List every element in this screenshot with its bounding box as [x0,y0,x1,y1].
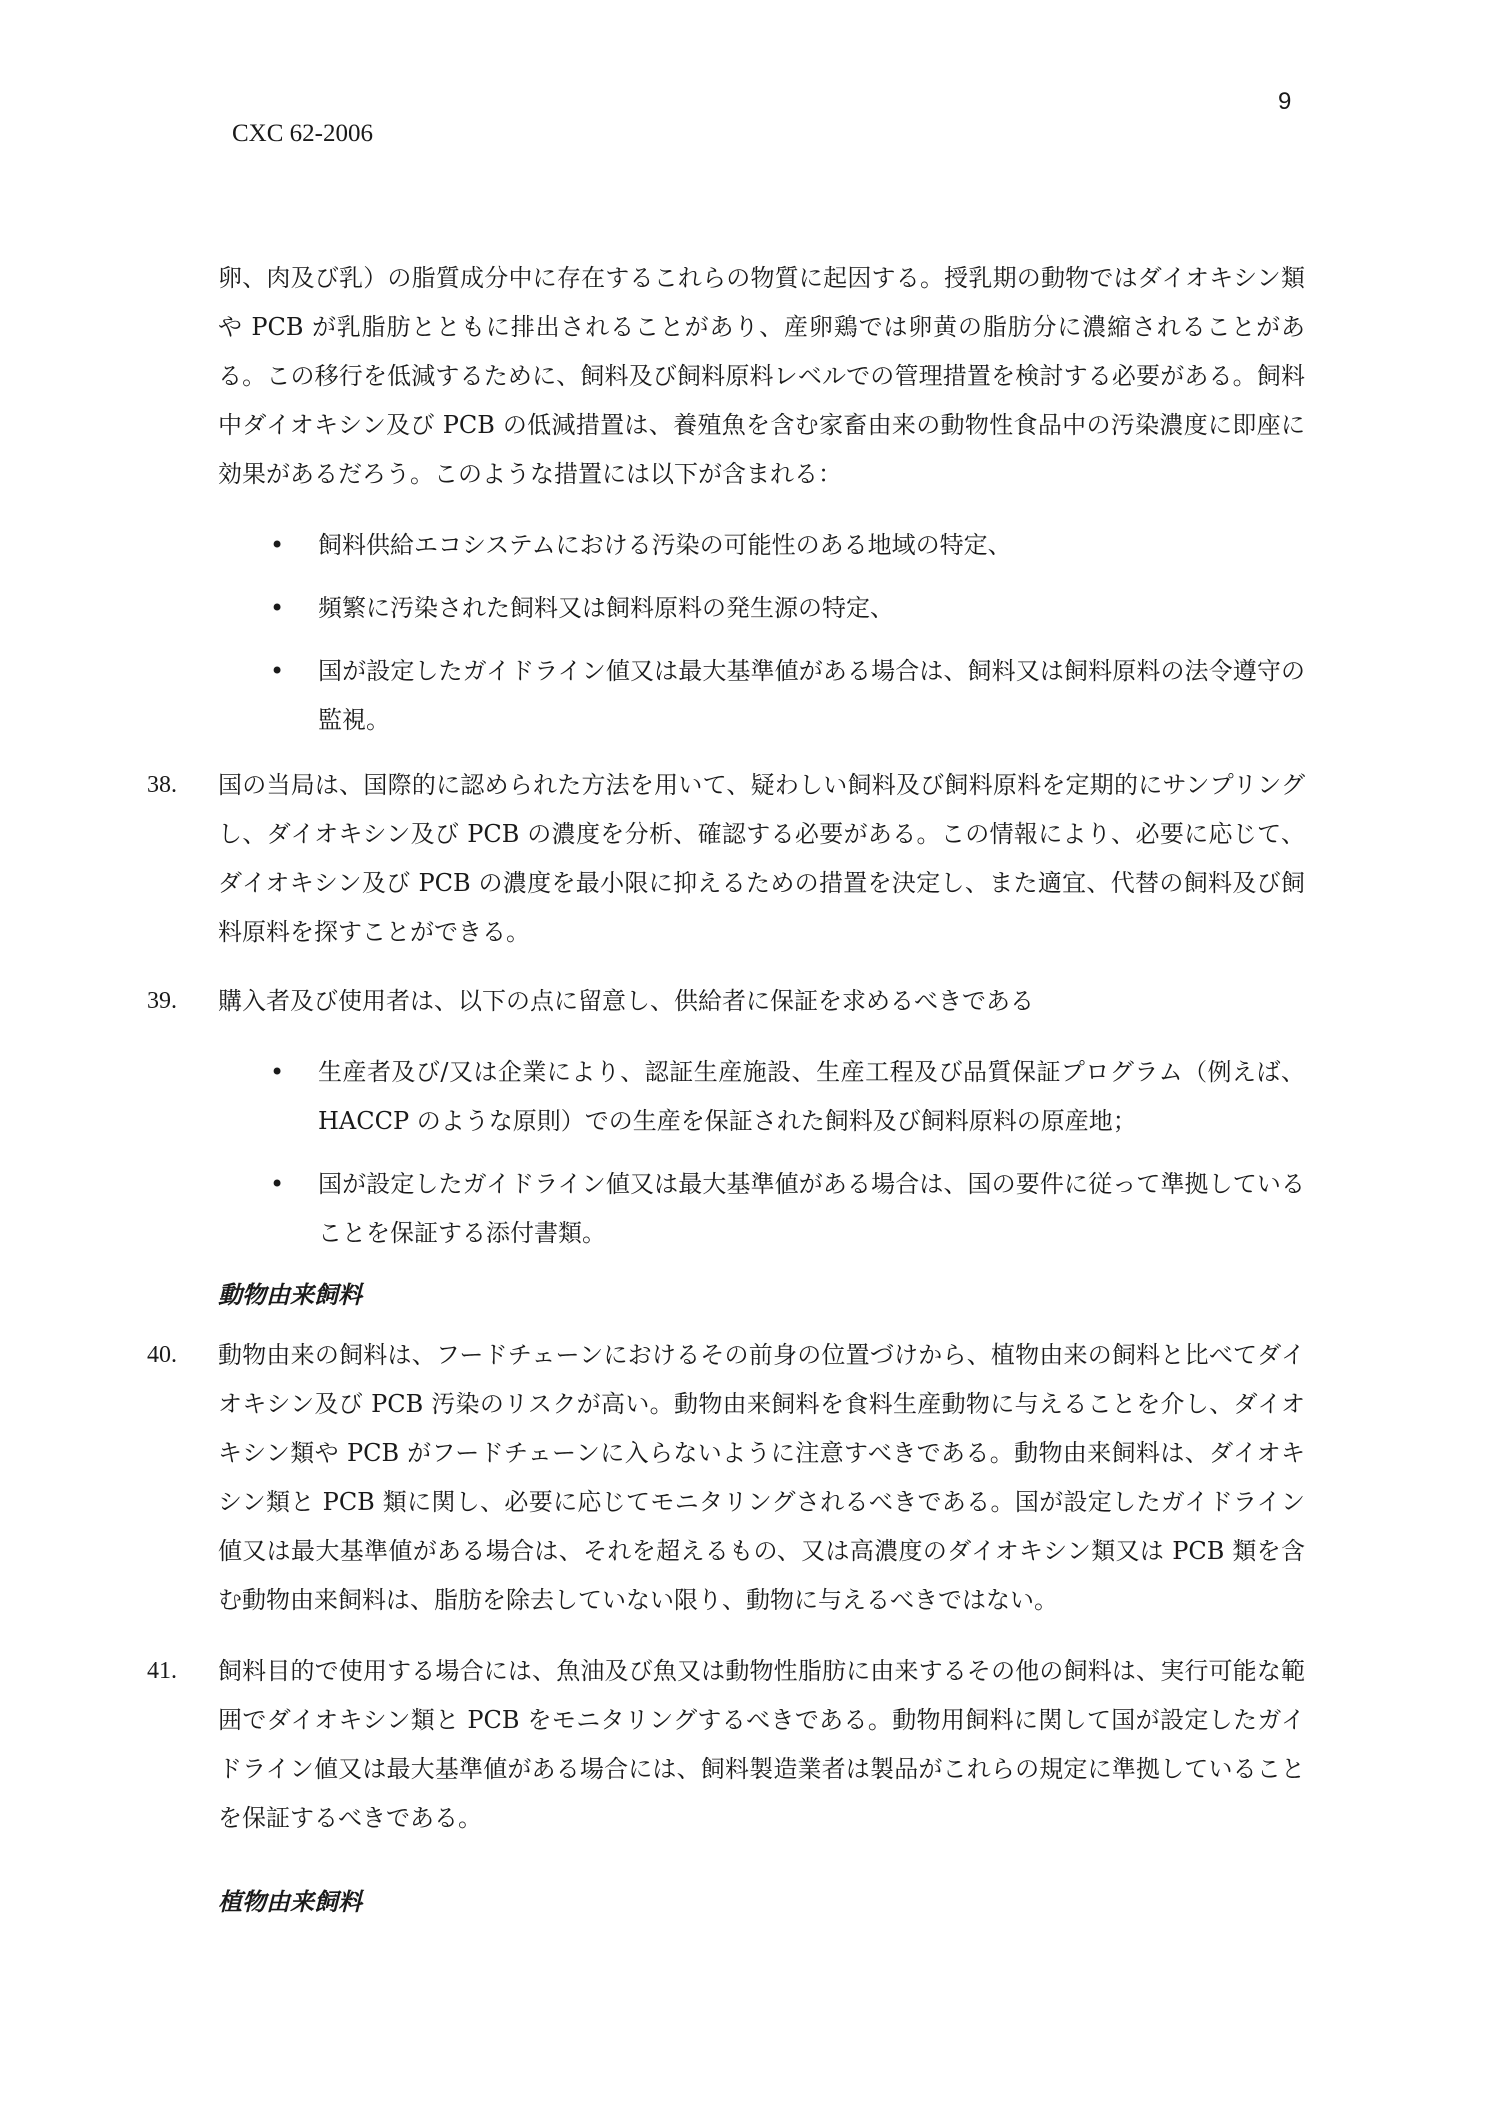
bullet-icon: • [270,1170,285,1198]
paragraph-text: 動物由来の飼料は、フードチェーンにおけるその前身の位置づけから、植物由来の飼料と比べてダイオキシン及び PCB 汚染のリスクが高い。動物由来飼料を食料生産動物に与えることを介し、ダイオキシン類や PCB がフードチェーンに入らないように注意すべきである。動物由来飼料は、ダイオキシン類と PCB 類に関し、必要に応じてモニタリングされるべきである。国が設定したガイドライン値又は最大基準値がある場合は、それを超えるもの、又は高濃度のダイオキシン類又は PCB 類を含む動物由来飼料は、脂肪を除去していない限り、動物に与えるべきではない。 [218,1341,1305,1614]
paragraph-40 [147,1331,1305,1625]
list-item [270,584,1305,633]
paragraph-41 [147,1647,1305,1843]
intro-bullet-list [147,521,1305,745]
paragraph-text: 国の当局は、国際的に認められた方法を用いて、疑わしい飼料及び飼料原料を定期的にサンプリングし、ダイオキシン及び PCB の濃度を分析、確認する必要がある。この情報により、必要に応じて、ダイオキシン及び PCB の濃度を最小限に抑えるための措置を決定し、また適宜、代替の飼料及び飼料原料を探すことができる。 [218,771,1305,946]
paragraph-text: 購入者及び使用者は、以下の点に留意し、供給者に保証を求めるべきである [218,987,1034,1015]
list-item [270,647,1305,745]
bullet-icon: • [270,1058,285,1086]
list-item [270,521,1305,570]
paragraph-number: 40. [147,1342,177,1368]
list-item [270,1048,1305,1146]
bullet-text: 飼料供給エコシステムにおける汚染の可能性のある地域の特定、 [318,531,1012,559]
bullet-icon: • [270,531,285,559]
paragraph-number: 39. [147,988,177,1014]
bullet-icon: • [270,657,285,685]
paragraph-number: 41. [147,1658,177,1684]
paragraph-number: 38. [147,772,177,798]
intro-paragraph: 卵、肉及び乳）の脂質成分中に存在するこれらの物質に起因する。授乳期の動物ではダイオキシン類や PCB が乳脂肪とともに排出されることがあり、産卵鶏では卵黄の脂肪分に濃縮されることがある。この移行を低減するために、飼料及び飼料原料レベルでの管理措置を検討する必要がある。飼料中ダイオキシン及び PCB の低減措置は、養殖魚を含む家畜由来の動物性食品中の汚染濃度に即座に効果があるだろう。このような措置には以下が含まれる： [218,264,1305,488]
paragraph-39 [147,977,1305,1026]
page-number: 9 [1278,88,1292,115]
bullet-text: 生産者及び/又は企業により、認証生産施設、生産工程及び品質保証プログラム（例えば、HACCP のような原則）での生産を保証された飼料及び飼料原料の原産地； [318,1058,1305,1135]
bullet-text: 国が設定したガイドライン値又は最大基準値がある場合は、飼料又は飼料原料の法令遵守の監視。 [318,657,1305,734]
bullet-icon: • [270,594,285,622]
section-heading-plant-feed: 植物由来飼料 [218,1887,362,1916]
paragraph-38 [147,761,1305,957]
section-heading-animal-feed: 動物由来飼料 [218,1280,362,1309]
bullet-text: 頻繁に汚染された飼料又は飼料原料の発生源の特定、 [318,594,894,622]
para39-bullet-list [147,1048,1305,1258]
list-item [270,1160,1305,1258]
document-code: CXC 62-2006 [232,120,373,147]
document-body [147,254,1305,1926]
paragraph-text: 飼料目的で使用する場合には、魚油及び魚又は動物性脂肪に由来するその他の飼料は、実行可能な範囲でダイオキシン類と PCB をモニタリングするべきである。動物用飼料に関して国が設定したガイドライン値又は最大基準値がある場合には、飼料製造業者は製品がこれらの規定に準拠していることを保証するべきである。 [218,1657,1305,1832]
bullet-text: 国が設定したガイドライン値又は最大基準値がある場合は、国の要件に従って準拠していることを保証する添付書類。 [318,1170,1305,1247]
